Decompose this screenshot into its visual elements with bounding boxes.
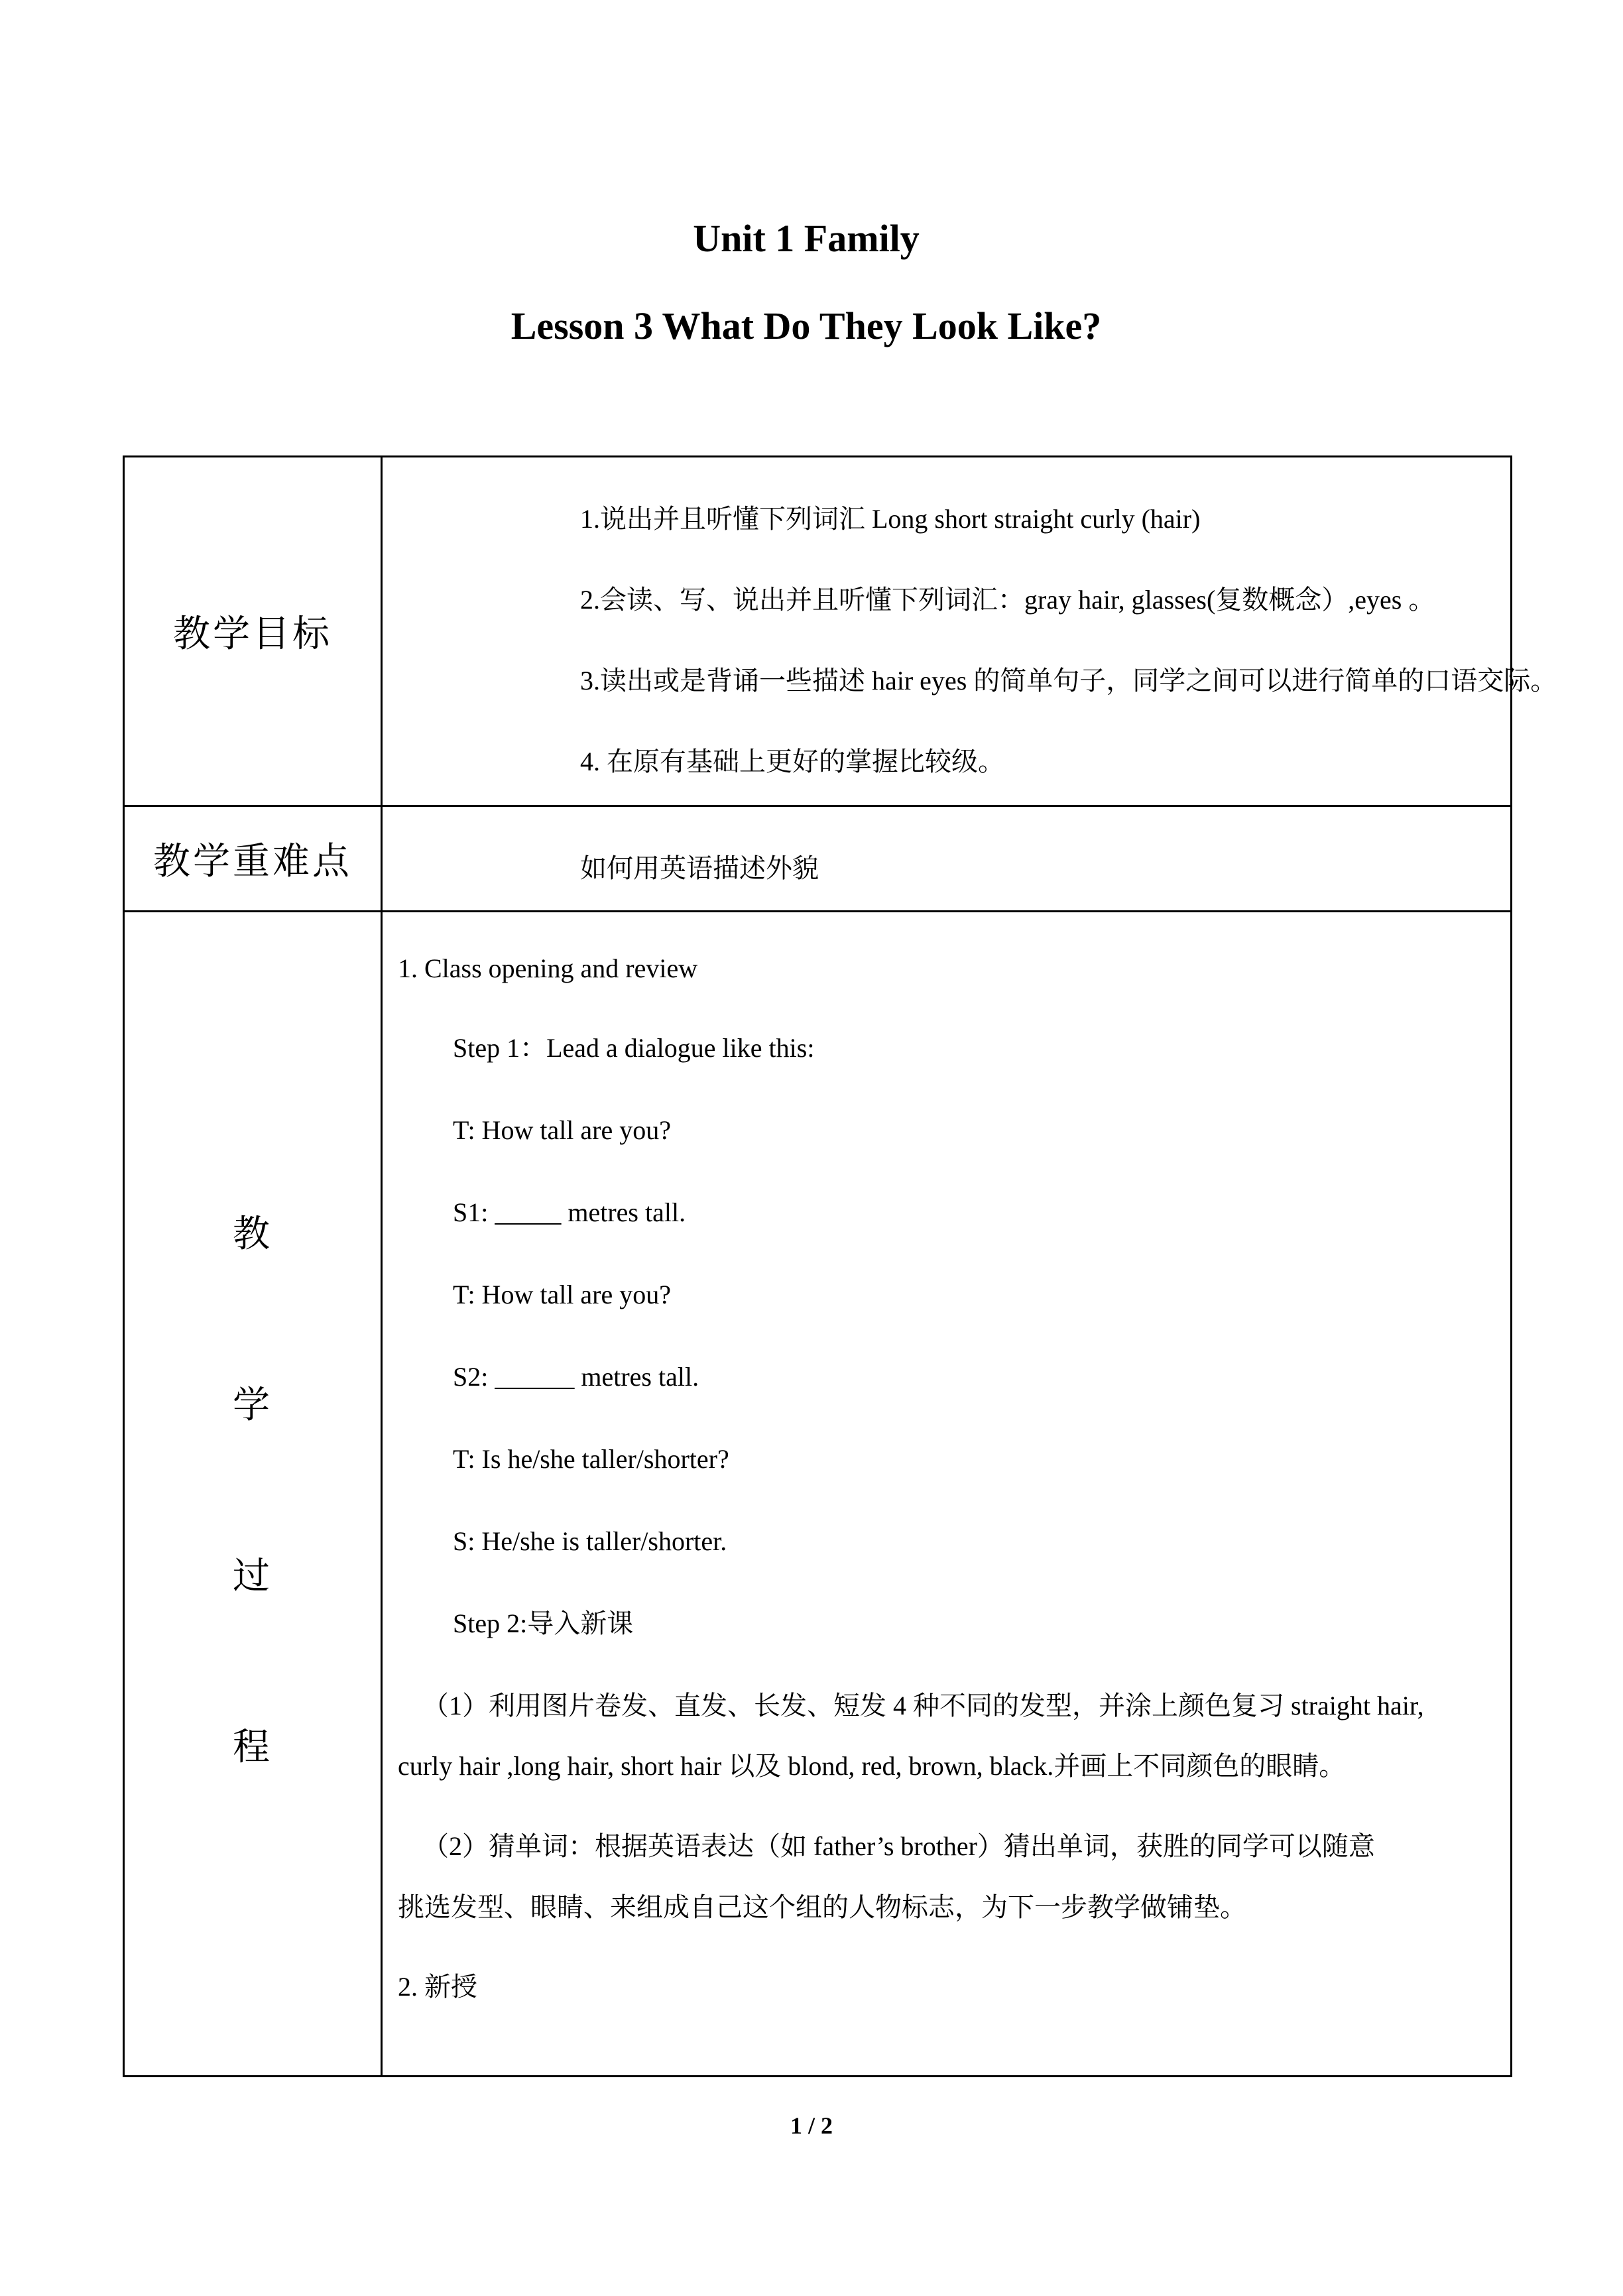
process-line: S: He/she is taller/shorter.	[453, 1526, 727, 1556]
objectives-row	[125, 457, 1557, 807]
objectives-content	[383, 457, 1557, 805]
process-line: T: Is he/she taller/shorter?	[453, 1444, 729, 1474]
process-line: 1. Class opening and review	[398, 953, 698, 983]
key-points-label: 教学重难点	[125, 807, 383, 910]
process-line: Step 2:导入新课	[453, 1608, 634, 1638]
process-label-char: 学	[233, 1384, 272, 1427]
process-line: S2: ______ metres tall.	[453, 1362, 699, 1392]
process-label-char: 过	[233, 1555, 272, 1598]
objective-item: 2.会读、写、说出并且听懂下列词汇：gray hair, glasses(复数概念）,eyes 。	[580, 585, 1435, 615]
process-row	[125, 912, 1510, 2075]
objective-item: 3.读出或是背诵一些描述 hair eyes 的简单句子，同学之间可以进行简单的口语交际。	[580, 666, 1557, 695]
process-label-char: 程	[233, 1726, 272, 1769]
process-line: T: How tall are you?	[453, 1115, 672, 1145]
objective-item: 1.说出并且听懂下列词汇 Long short straight curly (hair)	[580, 504, 1201, 534]
key-points-text: 如何用英语描述外貌	[580, 853, 819, 883]
key-points-row	[125, 807, 1510, 912]
process-line: T: How tall are you?	[453, 1280, 672, 1309]
process-line: Step 1：Lead a dialogue like this:	[453, 1033, 815, 1063]
process-label-char: 教	[233, 1213, 272, 1256]
process-line: S1: _____ metres tall.	[453, 1197, 686, 1227]
process-line: （1）利用图片卷发、直发、长发、短发 4 种不同的发型，并涂上颜色复习 straight hair,	[422, 1691, 1424, 1721]
unit-title: Unit 1 Family	[693, 217, 920, 260]
page-number: 1 / 2	[790, 2112, 833, 2139]
objective-item: 4. 在原有基础上更好的掌握比较级。	[580, 747, 1004, 776]
lesson-plan-table	[123, 455, 1557, 2077]
process-line: 挑选发型、眼睛、来组成自己这个组的人物标志，为下一步教学做铺垫。	[398, 1892, 1246, 1922]
key-points-content	[383, 807, 1510, 910]
process-line: 2. 新授	[398, 1972, 477, 2002]
process-content	[383, 912, 1510, 2075]
process-label	[125, 912, 383, 2075]
process-line: curly hair ,long hair, short hair 以及 blond, red, brown, black.并画上不同颜色的眼睛。	[398, 1751, 1346, 1781]
lesson-title: Lesson 3 What Do They Look Like?	[511, 304, 1102, 347]
objectives-label: 教学目标	[125, 457, 383, 805]
process-line: （2）猜单词：根据英语表达（如 father’s brother）猜出单词，获胜的同学可以随意	[422, 1831, 1375, 1861]
